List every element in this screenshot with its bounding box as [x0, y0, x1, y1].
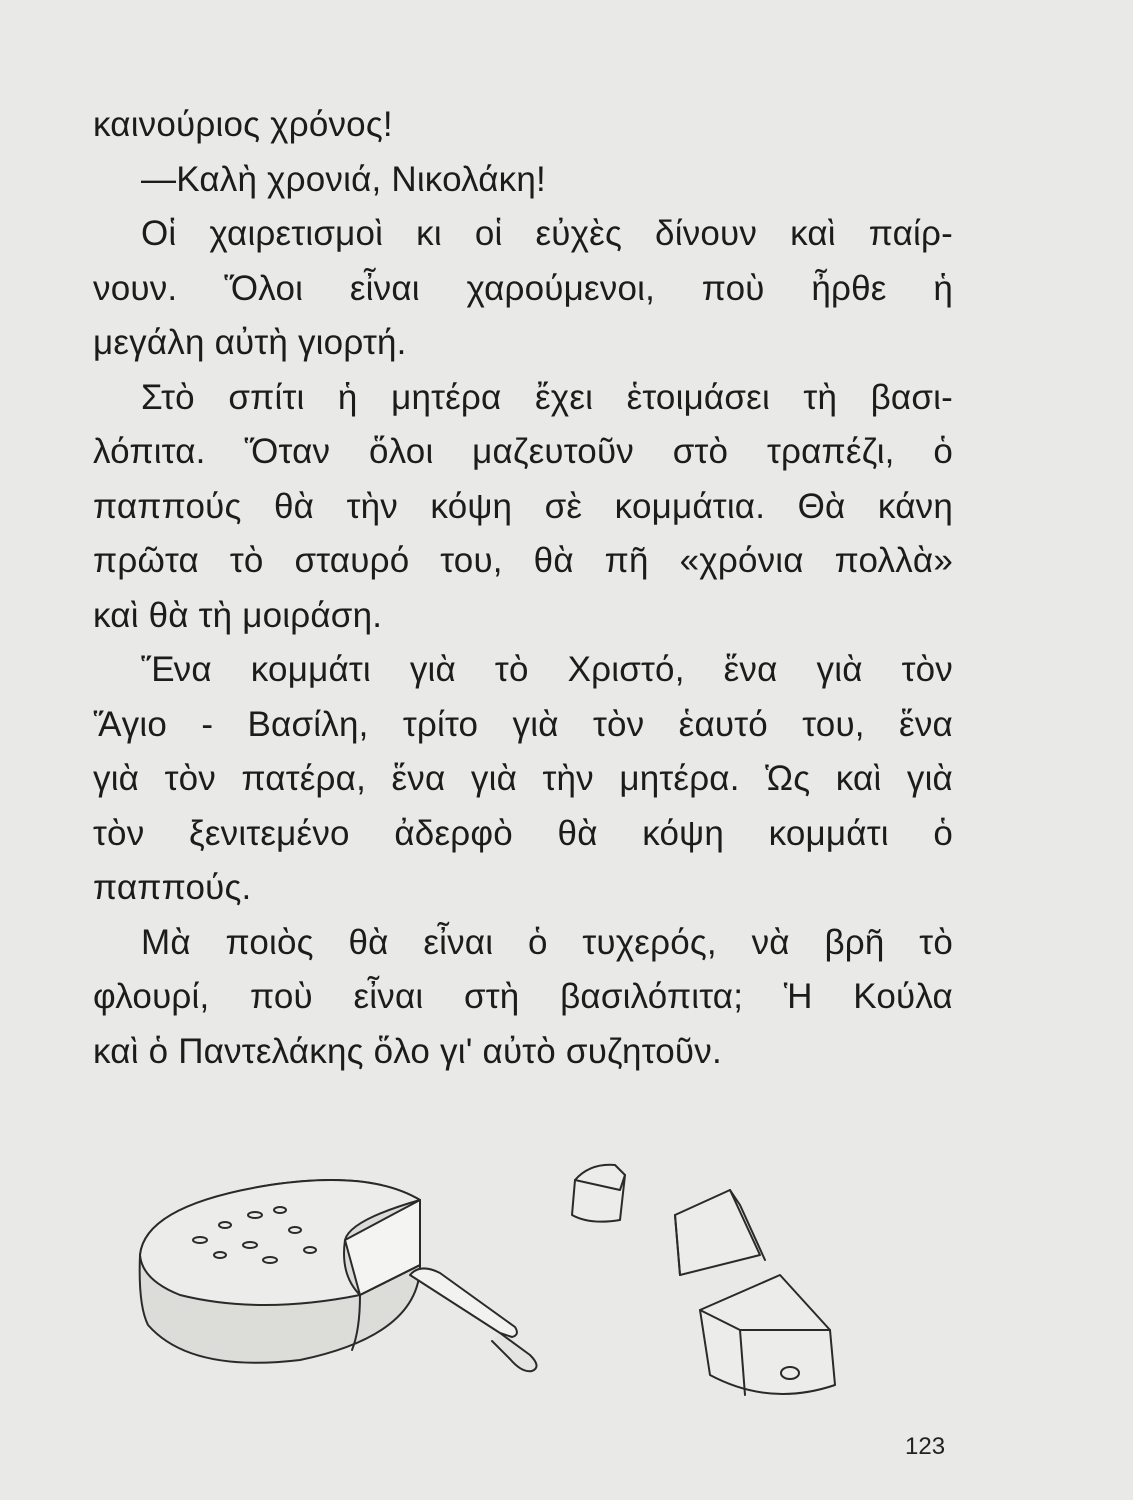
text-line: —Καλὴ χρονιά, Νικολάκη! — [141, 159, 546, 199]
text-line: Μὰ ποιὸς θὰ εἶναι ὁ τυχερός, νὰ βρῆ τὸ — [141, 922, 953, 962]
text-line: λόπιτα. Ὅταν ὅλοι μαζευτοῦν στὸ τραπέζι, ὁ — [93, 432, 953, 471]
page-number: 123 — [905, 1433, 946, 1460]
text-line: καὶ θὰ τὴ μοιράση. — [93, 595, 383, 635]
text-line: Ἕνα κομμάτι γιὰ τὸ Χριστό, ἕνα γιὰ τὸν — [141, 650, 953, 689]
text-line: πρῶτα τὸ σταυρό του, θὰ πῆ «χρόνια πολλὰ» — [93, 541, 953, 580]
body-text — [93, 98, 953, 1079]
text-line: μεγάλη αὐτὴ γιορτή. — [93, 323, 407, 362]
text-line: καινούριος χρόνος! — [93, 105, 393, 144]
text-line: καὶ ὁ Παντελάκης ὅλο γι' αὐτὸ συζητοῦν. — [93, 1031, 722, 1071]
text-line: Στὸ σπίτι ἡ μητέρα ἔχει ἑτοιμάσει τὴ βασι- — [141, 377, 953, 417]
text-line: παππούς θὰ τὴν κόψη σὲ κομμάτια. Θὰ κάνη — [93, 486, 953, 526]
text-line: τὸν ξενιτεμένο ἀδερφὸ θὰ κόψη κομμάτι ὁ — [93, 813, 953, 853]
vasilopita-illustration — [120, 1145, 840, 1425]
text-line: Ἅγιο - Βασίλη, τρίτο γιὰ τὸν ἑαυτό του, ἕνα — [93, 704, 953, 744]
text-line: φλουρί, ποὺ εἶναι στὴ βασιλόπιτα; Ἡ Κούλα — [93, 977, 953, 1016]
text-line: νουν. Ὅλοι εἶναι χαρούμενοι, ποὺ ἦρθε ἡ — [93, 268, 953, 308]
text-line: Οἱ χαιρετισμοὶ κι οἱ εὐχὲς δίνουν καὶ παίρ- — [141, 214, 953, 253]
text-line: γιὰ τὸν πατέρα, ἕνα γιὰ τὴν μητέρα. Ὡς καὶ γιὰ — [93, 759, 953, 798]
text-line: παππούς. — [93, 868, 252, 907]
